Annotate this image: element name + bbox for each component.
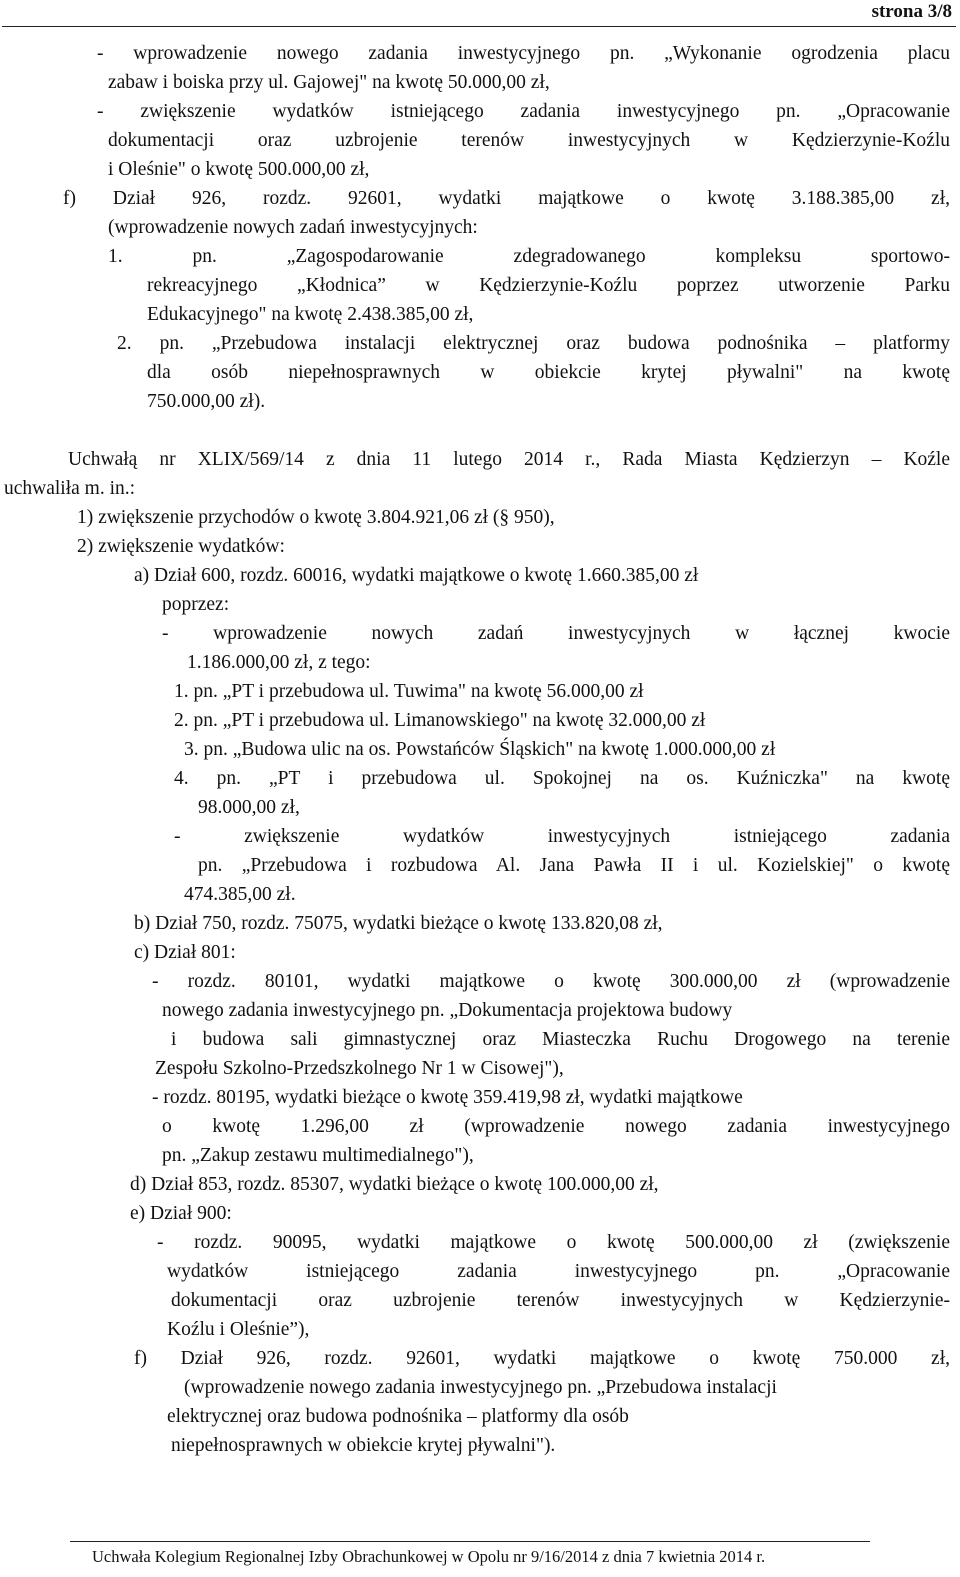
text-line: - zwiększenie wydatków inwestycyjnych istniejącego zadania	[174, 826, 950, 847]
text-line: - wprowadzenie nowych zadań inwestycyjnych w łącznej kwocie	[162, 623, 950, 644]
footer-rule	[70, 1541, 870, 1542]
text-line: e) Dział 900:	[130, 1203, 232, 1224]
text-line: c) Dział 801:	[134, 942, 236, 963]
text-line: f) Dział 926, rozdz. 92601, wydatki majątkowe o kwotę 750.000 zł,	[134, 1348, 950, 1369]
text-line: niepełnosprawnych w obiekcie krytej pływalni").	[171, 1435, 556, 1456]
text-line: 98.000,00 zł,	[198, 797, 300, 818]
text-line: - rozdz. 80195, wydatki bieżące o kwotę 359.419,98 zł, wydatki majątkowe	[152, 1087, 743, 1108]
text-line: 1. pn. „Zagospodarowanie zdegradowanego kompleksu sportowo-	[108, 246, 950, 267]
text-line: 2) zwiększenie wydatków:	[77, 536, 285, 557]
text-line: wydatków istniejącego zadania inwestycyjnego pn. „Opracowanie	[167, 1261, 950, 1282]
text-line: rekreacyjnego „Kłodnica” w Kędzierzynie-Koźlu poprzez utworzenie Parku	[147, 275, 950, 296]
text-line: zabaw i boiska przy ul. Gajowej" na kwotę 50.000,00 zł,	[108, 72, 550, 93]
text-line: f) Dział 926, rozdz. 92601, wydatki majątkowe o kwotę 3.188.385,00 zł,	[63, 188, 950, 209]
text-line: (wprowadzenie nowego zadania inwestycyjnego pn. „Przebudowa instalacji	[184, 1377, 777, 1398]
text-line: - wprowadzenie nowego zadania inwestycyjnego pn. „Wykonanie ogrodzenia placu	[97, 43, 950, 64]
text-line: 1) zwiększenie przychodów o kwotę 3.804.921,06 zł (§ 950),	[77, 507, 555, 528]
text-line: b) Dział 750, rozdz. 75075, wydatki bieżące o kwotę 133.820,08 zł,	[134, 913, 663, 934]
text-line: dokumentacji oraz uzbrojenie terenów inwestycyjnych w Kędzierzynie-	[171, 1290, 950, 1311]
text-line: 474.385,00 zł.	[184, 884, 296, 905]
page-header	[0, 0, 960, 30]
text-line: 2. pn. „PT i przebudowa ul. Limanowskiego" na kwotę 32.000,00 zł	[174, 710, 706, 731]
text-line: Edukacyjnego" na kwotę 2.438.385,00 zł,	[147, 304, 474, 325]
text-line: a) Dział 600, rozdz. 60016, wydatki majątkowe o kwotę 1.660.385,00 zł	[134, 565, 699, 586]
text-line: pn. „Przebudowa i rozbudowa Al. Jana Pawła II i ul. Kozielskiej" o kwotę	[198, 855, 950, 876]
text-line: Koźlu i Oleśnie”),	[167, 1319, 310, 1340]
text-line: Zespołu Szkolno-Przedszkolnego Nr 1 w Cisowej"),	[155, 1058, 564, 1079]
text-line: o kwotę 1.296,00 zł (wprowadzenie nowego zadania inwestycyjnego	[162, 1116, 950, 1137]
text-line: Uchwałą nr XLIX/569/14 z dnia 11 lutego 2014 r., Rada Miasta Kędzierzyn – Koźle	[68, 449, 950, 470]
text-line: nowego zadania inwestycyjnego pn. „Dokumentacja projektowa budowy	[162, 1000, 733, 1021]
text-line: dla osób niepełnosprawnych w obiekcie krytej pływalni" na kwotę	[147, 362, 950, 383]
text-line: (wprowadzenie nowych zadań inwestycyjnych:	[108, 217, 478, 238]
page-number: strona 3/8	[871, 1, 952, 22]
text-line: poprzez:	[162, 594, 230, 615]
text-line: d) Dział 853, rozdz. 85307, wydatki bieżące o kwotę 100.000,00 zł,	[130, 1174, 659, 1195]
text-line: uchwaliła m. in.:	[4, 478, 136, 499]
text-line: elektrycznej oraz budowa podnośnika – platformy dla osób	[167, 1406, 629, 1427]
text-line: dokumentacji oraz uzbrojenie terenów inwestycyjnych w Kędzierzynie-Koźlu	[108, 130, 950, 151]
text-line: 1.186.000,00 zł, z tego:	[187, 652, 371, 673]
text-line: 750.000,00 zł).	[147, 391, 266, 412]
text-line: 4. pn. „PT i przebudowa ul. Spokojnej na os. Kuźniczka" na kwotę	[174, 768, 950, 789]
text-line: i budowa sali gimnastycznej oraz Miasteczka Ruchu Drogowego na terenie	[171, 1029, 950, 1050]
text-line: 1. pn. „PT i przebudowa ul. Tuwima" na kwotę 56.000,00 zł	[174, 681, 644, 702]
page-footer: Uchwała Kolegium Regionalnej Izby Obrachunkowej w Opolu nr 9/16/2014 z dnia 7 kwietnia 2014 r.	[92, 1547, 766, 1566]
text-line: 2. pn. „Przebudowa instalacji elektrycznej oraz budowa podnośnika – platformy	[117, 333, 950, 354]
text-line: - zwiększenie wydatków istniejącego zadania inwestycyjnego pn. „Opracowanie	[97, 101, 950, 122]
header-rule	[2, 26, 956, 27]
text-line: - rozdz. 90095, wydatki majątkowe o kwotę 500.000,00 zł (zwiększenie	[157, 1232, 950, 1253]
text-line: 3. pn. „Budowa ulic na os. Powstańców Śląskich" na kwotę 1.000.000,00 zł	[184, 739, 776, 760]
text-line: pn. „Zakup zestawu multimedialnego"),	[162, 1145, 474, 1166]
text-line: - rozdz. 80101, wydatki majątkowe o kwotę 300.000,00 zł (wprowadzenie	[152, 971, 950, 992]
text-line: i Oleśnie" o kwotę 500.000,00 zł,	[108, 159, 370, 180]
